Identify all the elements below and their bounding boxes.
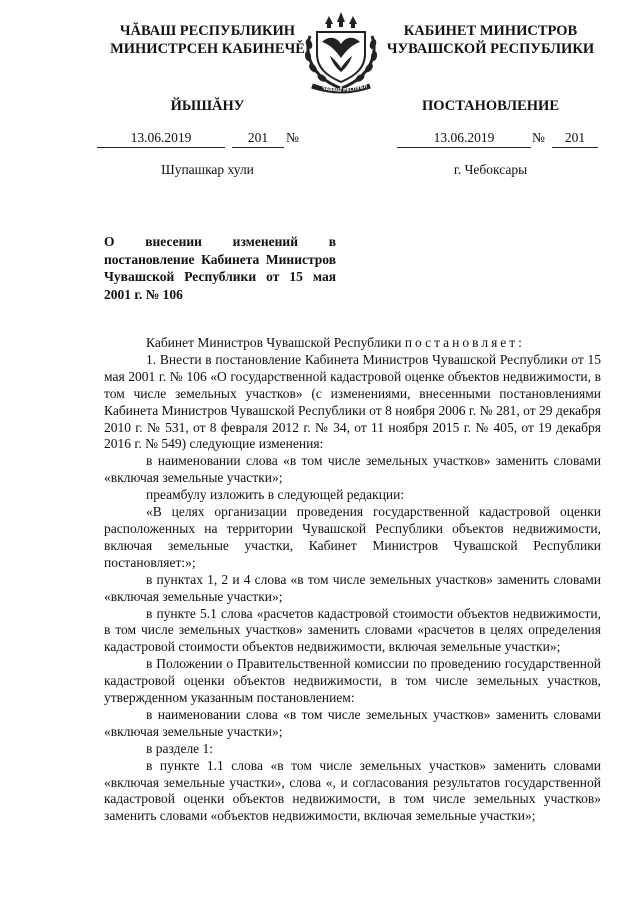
date-right: 13.06.2019 xyxy=(433,130,495,145)
header-left-line1: ЧĂВАШ РЕСПУБЛИКИН xyxy=(119,23,296,39)
document-subject: О внесении изменений в постановление Кабинета Министров Чувашской Республики от 15 мая 2001 г. № 106 xyxy=(104,234,336,302)
number-underline-left xyxy=(232,147,284,148)
paragraph-preamble xyxy=(104,335,601,352)
date-underline-right xyxy=(397,147,531,148)
paragraph: в пункте 5.1 слова «расчетов кадастровой стоимости объектов недвижимости, в том числе земельных участков» заменить словами «расчетов в целях определения кадастровой стоимости объектов недвижимости, включая земельные участки»; xyxy=(104,605,601,655)
number-right: 201 xyxy=(564,130,586,145)
document-body xyxy=(104,335,601,825)
header-left-line2: МИНИСТРСЕН КАБИНЕЧĚ xyxy=(110,41,305,57)
paragraph: 1. Внести в постановление Кабинета Министров Чувашской Республики от 15 мая 2001 г. № 106 «О государственной кадастровой оценке объектов недвижимости, в том числе земельных участков» (с изменениями, внесенными постановлениями Кабинета Министров Чувашской Республики от 8 ноября 2006 г. № 281, от 29 декабря 2010 г. № 531, от 8 февраля 2012 г. № 34, от 11 ноября 2015 г. № 405, от 19 декабря 2016 г. № 549) следующие изменения: xyxy=(104,351,601,452)
doc-type-right: ПОСТАНОВЛЕНИЕ xyxy=(421,98,559,114)
date-left: 13.06.2019 xyxy=(130,130,192,145)
preamble-verb: постановляет: xyxy=(404,335,525,350)
header-right xyxy=(383,22,598,58)
header-right-line1: КАБИНЕТ МИНИСТРОВ xyxy=(403,23,578,39)
paragraph: в пунктах 1, 2 и 4 слова «в том числе земельных участков» заменить словами «включая земельные участки»; xyxy=(104,571,601,604)
paragraph: в пункте 1.1 слова «в том числе земельных участков» заменить словами «включая земельные участки», слова «, и согласования результатов государственной кадастровой оценки объектов недвижимости, в том числе земельных участков» заменить словами «объектов недвижимости, включая земельные участки»; xyxy=(104,757,601,824)
paragraph: в наименовании слова «в том числе земельных участков» заменить словами «включая земельные участки»; xyxy=(104,706,601,739)
header-right-line2: ЧУВАШСКОЙ РЕСПУБЛИКИ xyxy=(386,41,595,57)
preamble-text: Кабинет Министров Чувашской Республики xyxy=(146,335,405,350)
paragraph: «В целях организации проведения государственной кадастровой оценки расположенных на территории Чувашской Республики объектов недвижимости, включая земельные участки, Кабинет Министров Чувашской Республики постановляет:»; xyxy=(104,504,601,570)
emblem-ribbon-text: ЧĂВАШ РЕСПУБЛ xyxy=(321,84,368,94)
header-left xyxy=(100,22,315,58)
number-sign-left: № xyxy=(286,130,299,145)
city-right: г. Чебоксары xyxy=(453,162,528,177)
number-underline-right xyxy=(552,147,598,148)
paragraph: преамбулу изложить в следующей редакции: xyxy=(146,487,405,503)
paragraph: в наименовании слова «в том числе земельных участков» заменить словами «включая земельные участки»; xyxy=(104,453,601,486)
number-left: 201 xyxy=(247,130,269,145)
coat-of-arms-emblem xyxy=(300,10,382,94)
city-left: Шупашкар хули xyxy=(161,162,254,177)
date-underline-left xyxy=(97,147,225,148)
number-sign-right: № xyxy=(532,130,545,145)
doc-type-left: ЙЫШĂНУ xyxy=(170,98,245,114)
paragraph: в Положении о Правительственной комиссии по проведению государственной кадастровой оценки объектов недвижимости, в том числе земельных участков, утвержденном указанным постановлением: xyxy=(104,656,601,706)
paragraph: в разделе 1: xyxy=(146,740,214,756)
